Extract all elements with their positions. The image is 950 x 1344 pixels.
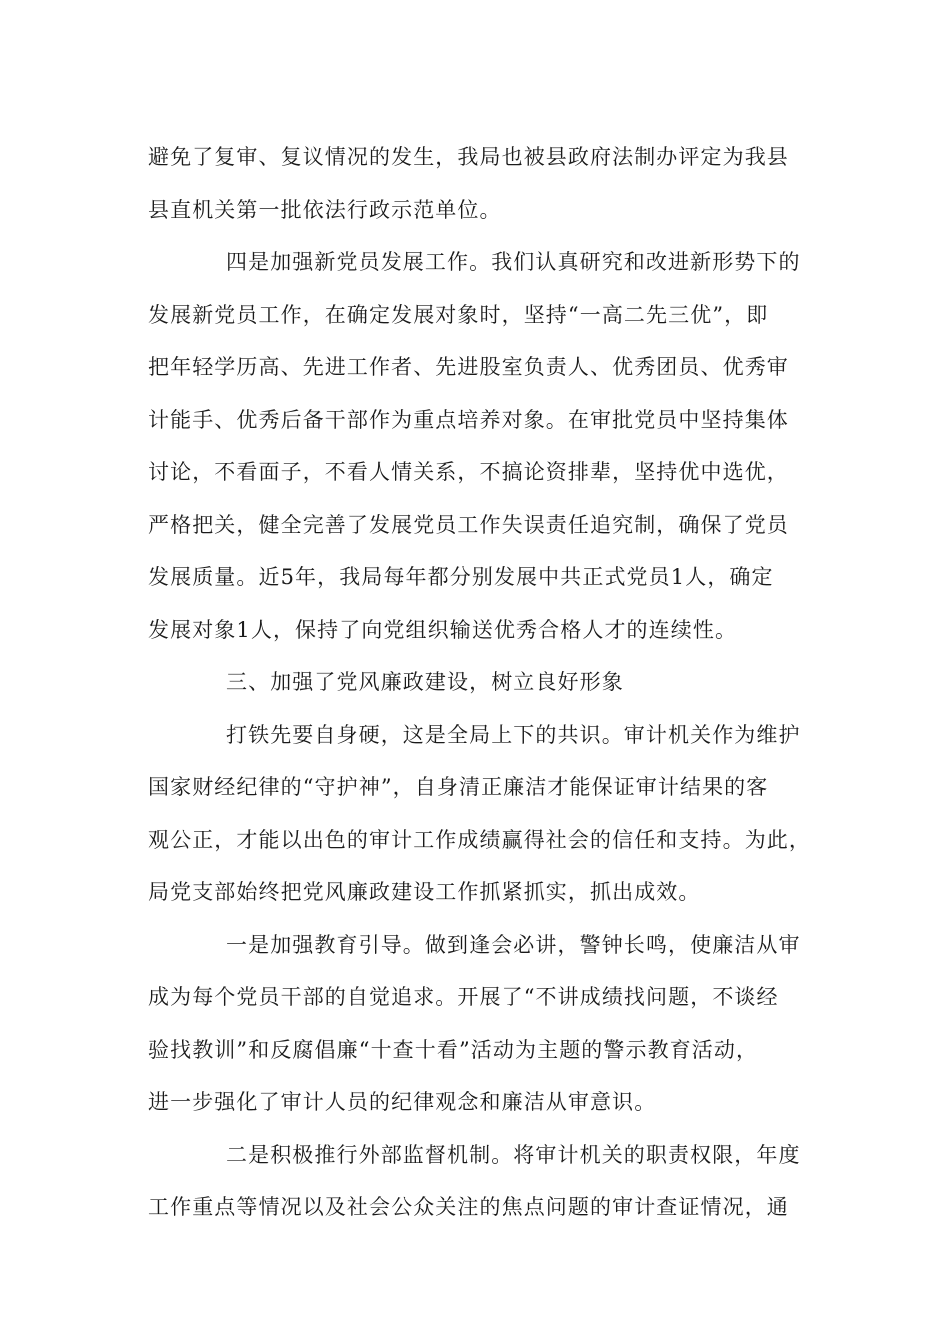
paragraph-first-line: 打铁先要自身硬，这是全局上下的共识。审计机关作为维护 <box>226 722 801 747</box>
text-line: 验找教训”和反腐倡廉“十查十看”活动为主题的警示教育活动， <box>148 1037 759 1062</box>
text-line: 把年轻学历高、先进工作者、先进股室负责人、优秀团员、优秀审 <box>148 355 789 379</box>
text-line: 计能手、优秀后备干部作为重点培养对象。在审批党员中坚持集体 <box>148 407 789 432</box>
text-line: 发展新党员工作，在确定发展对象时，坚持“一高二先三优”，即 <box>148 302 769 327</box>
text-line: 观公正，才能以出色的审计工作成绩赢得社会的信任和支持。为此， <box>148 827 811 852</box>
text-line: 局党支部始终把党风廉政建设工作抓紧抓实，抓出成效。 <box>148 880 701 904</box>
text-line: 发展质量。近5年，我局每年都分别发展中共正式党员1人，确定 <box>148 565 774 589</box>
text-line: 工作重点等情况以及社会公众关注的焦点问题的审计查证情况，通 <box>148 1195 789 1219</box>
paragraph-first-line: 一是加强教育引导。做到逢会必讲，警钟长鸣，使廉洁从审 <box>226 932 801 957</box>
text-line: 避免了复审、复议情况的发生，我局也被县政府法制办评定为我县 <box>148 145 789 169</box>
body-text <box>148 131 811 1234</box>
paragraph-first-line: 三、加强了党风廉政建设，树立良好形象 <box>226 670 624 694</box>
text-line: 讨论，不看面子，不看人情关系，不搞论资排辈，坚持优中选优， <box>148 460 789 484</box>
text-line: 严格把关，健全完善了发展党员工作失误责任追究制，确保了党员 <box>148 512 789 537</box>
text-line: 进一步强化了审计人员的纪律观念和廉洁从审意识。 <box>148 1090 657 1114</box>
text-line: 县直机关第一批依法行政示范单位。 <box>148 197 502 222</box>
paragraph-first-line: 四是加强新党员发展工作。我们认真研究和改进新形势下的 <box>226 250 801 274</box>
text-line: 发展对象1人，保持了向党组织输送优秀合格人才的连续性。 <box>148 617 738 642</box>
text-line: 国家财经纪律的“守护神”，自身清正廉洁才能保证审计结果的客 <box>148 775 769 799</box>
text-line: 成为每个党员干部的自觉追求。开展了“不讲成绩找问题，不谈经 <box>148 985 779 1009</box>
paragraph-first-line: 二是积极推行外部监督机制。将审计机关的职责权限，年度 <box>226 1142 801 1167</box>
